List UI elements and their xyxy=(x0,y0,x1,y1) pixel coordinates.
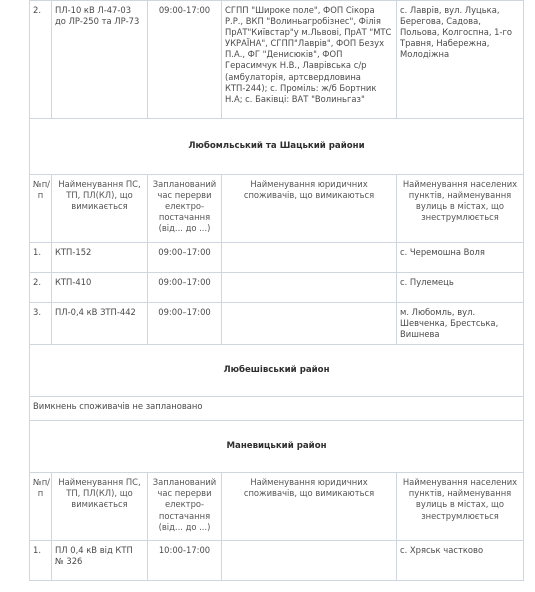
section-header-lyubeshiv xyxy=(30,345,524,397)
section-title: Любомльський та Шацький райони xyxy=(30,119,524,175)
header-consumers: Найменування юридичних споживачів, що вимикаються xyxy=(222,473,397,541)
table-row xyxy=(30,243,524,273)
outage-time: 10:00-17:00 xyxy=(148,541,222,581)
outage-time: 09:00–17:00 xyxy=(148,243,222,273)
header-line: Найменування ПС, ТП, ПЛ(КЛ), що вимикається xyxy=(52,473,148,541)
header-num: №п/п xyxy=(30,175,52,243)
table-row xyxy=(30,1,524,119)
streets: с. Пулемець xyxy=(397,273,524,303)
table-row xyxy=(30,303,524,345)
consumers xyxy=(222,243,397,273)
row-number: 2. xyxy=(30,1,52,119)
header-line: Найменування ПС, ТП, ПЛ(КЛ), що вимикається xyxy=(52,175,148,243)
streets: м. Любомль, вул. Шевченка, Брестська, Вишнева xyxy=(397,303,524,345)
header-time: Запланований час перерви електро-постачання (від... до ...) xyxy=(148,175,222,243)
no-outage-note: Вимкнень споживачів не заплановано xyxy=(30,397,524,421)
column-header-row xyxy=(30,175,524,243)
row-number: 1. xyxy=(30,541,52,581)
consumers xyxy=(222,541,397,581)
header-consumers: Найменування юридичних споживачів, що вимикаються xyxy=(222,175,397,243)
line-name: ПЛ-0,4 кВ ЗТП-442 xyxy=(52,303,148,345)
outage-schedule xyxy=(29,0,523,581)
row-number: 2. xyxy=(30,273,52,303)
consumers xyxy=(222,303,397,345)
row-number: 1. xyxy=(30,243,52,273)
column-header-row xyxy=(30,473,524,541)
outage-time: 09:00-17:00 xyxy=(148,1,222,119)
table-row xyxy=(30,541,524,581)
header-time: Запланований час перерви електро-постачання (від... до ...) xyxy=(148,473,222,541)
section-header-lyuboml xyxy=(30,119,524,175)
consumers xyxy=(222,273,397,303)
consumers: СГПП "Широке поле", ФОП Сікора Р.Р., ВКП "Волиньагробізнес", Філія ПрАТ"Київстар"у м.Львові, ПрАТ "МТС УКРАЇНА", СГПП"Лаврів", ФОП Безух П.А., ФГ "Денисюків", ФОП Герасимчук Н.В., Лаврівська с/р (амбулаторія, артсвердловина КТП-244); с. Проміль: ж/б Бортник Н.А; с. Баківці: ВАТ "Волиньгаз" xyxy=(222,1,397,119)
line-name: ПЛ 0,4 кВ від КТП № 326 xyxy=(52,541,148,581)
header-streets: Найменування населених пунктів, найменування вулиць в містах, що знеструмлюється xyxy=(397,175,524,243)
section-header-manevychi xyxy=(30,421,524,473)
streets: с. Черемошна Воля xyxy=(397,243,524,273)
outage-table xyxy=(29,0,524,581)
header-num: №п/п xyxy=(30,473,52,541)
section-title: Маневицький район xyxy=(30,421,524,473)
row-number: 3. xyxy=(30,303,52,345)
table-row xyxy=(30,273,524,303)
line-name: КТП-410 xyxy=(52,273,148,303)
section-title: Любешівський район xyxy=(30,345,524,397)
line-name: ПЛ-10 кВ Л-47-03 до ЛР-250 та ЛР-73 xyxy=(52,1,148,119)
outage-time: 09:00–17:00 xyxy=(148,273,222,303)
line-name: КТП-152 xyxy=(52,243,148,273)
no-outage-note-row xyxy=(30,397,524,421)
outage-time: 09:00–17:00 xyxy=(148,303,222,345)
header-streets: Найменування населених пунктів, найменування вулиць в містах, що знеструмлюється xyxy=(397,473,524,541)
streets: с. Хряськ частково xyxy=(397,541,524,581)
streets: с. Лаврів, вул. Луцька, Берегова, Садова, Польова, Колгоспна, 1-го Травня, Набережна, Молодіжна xyxy=(397,1,524,119)
